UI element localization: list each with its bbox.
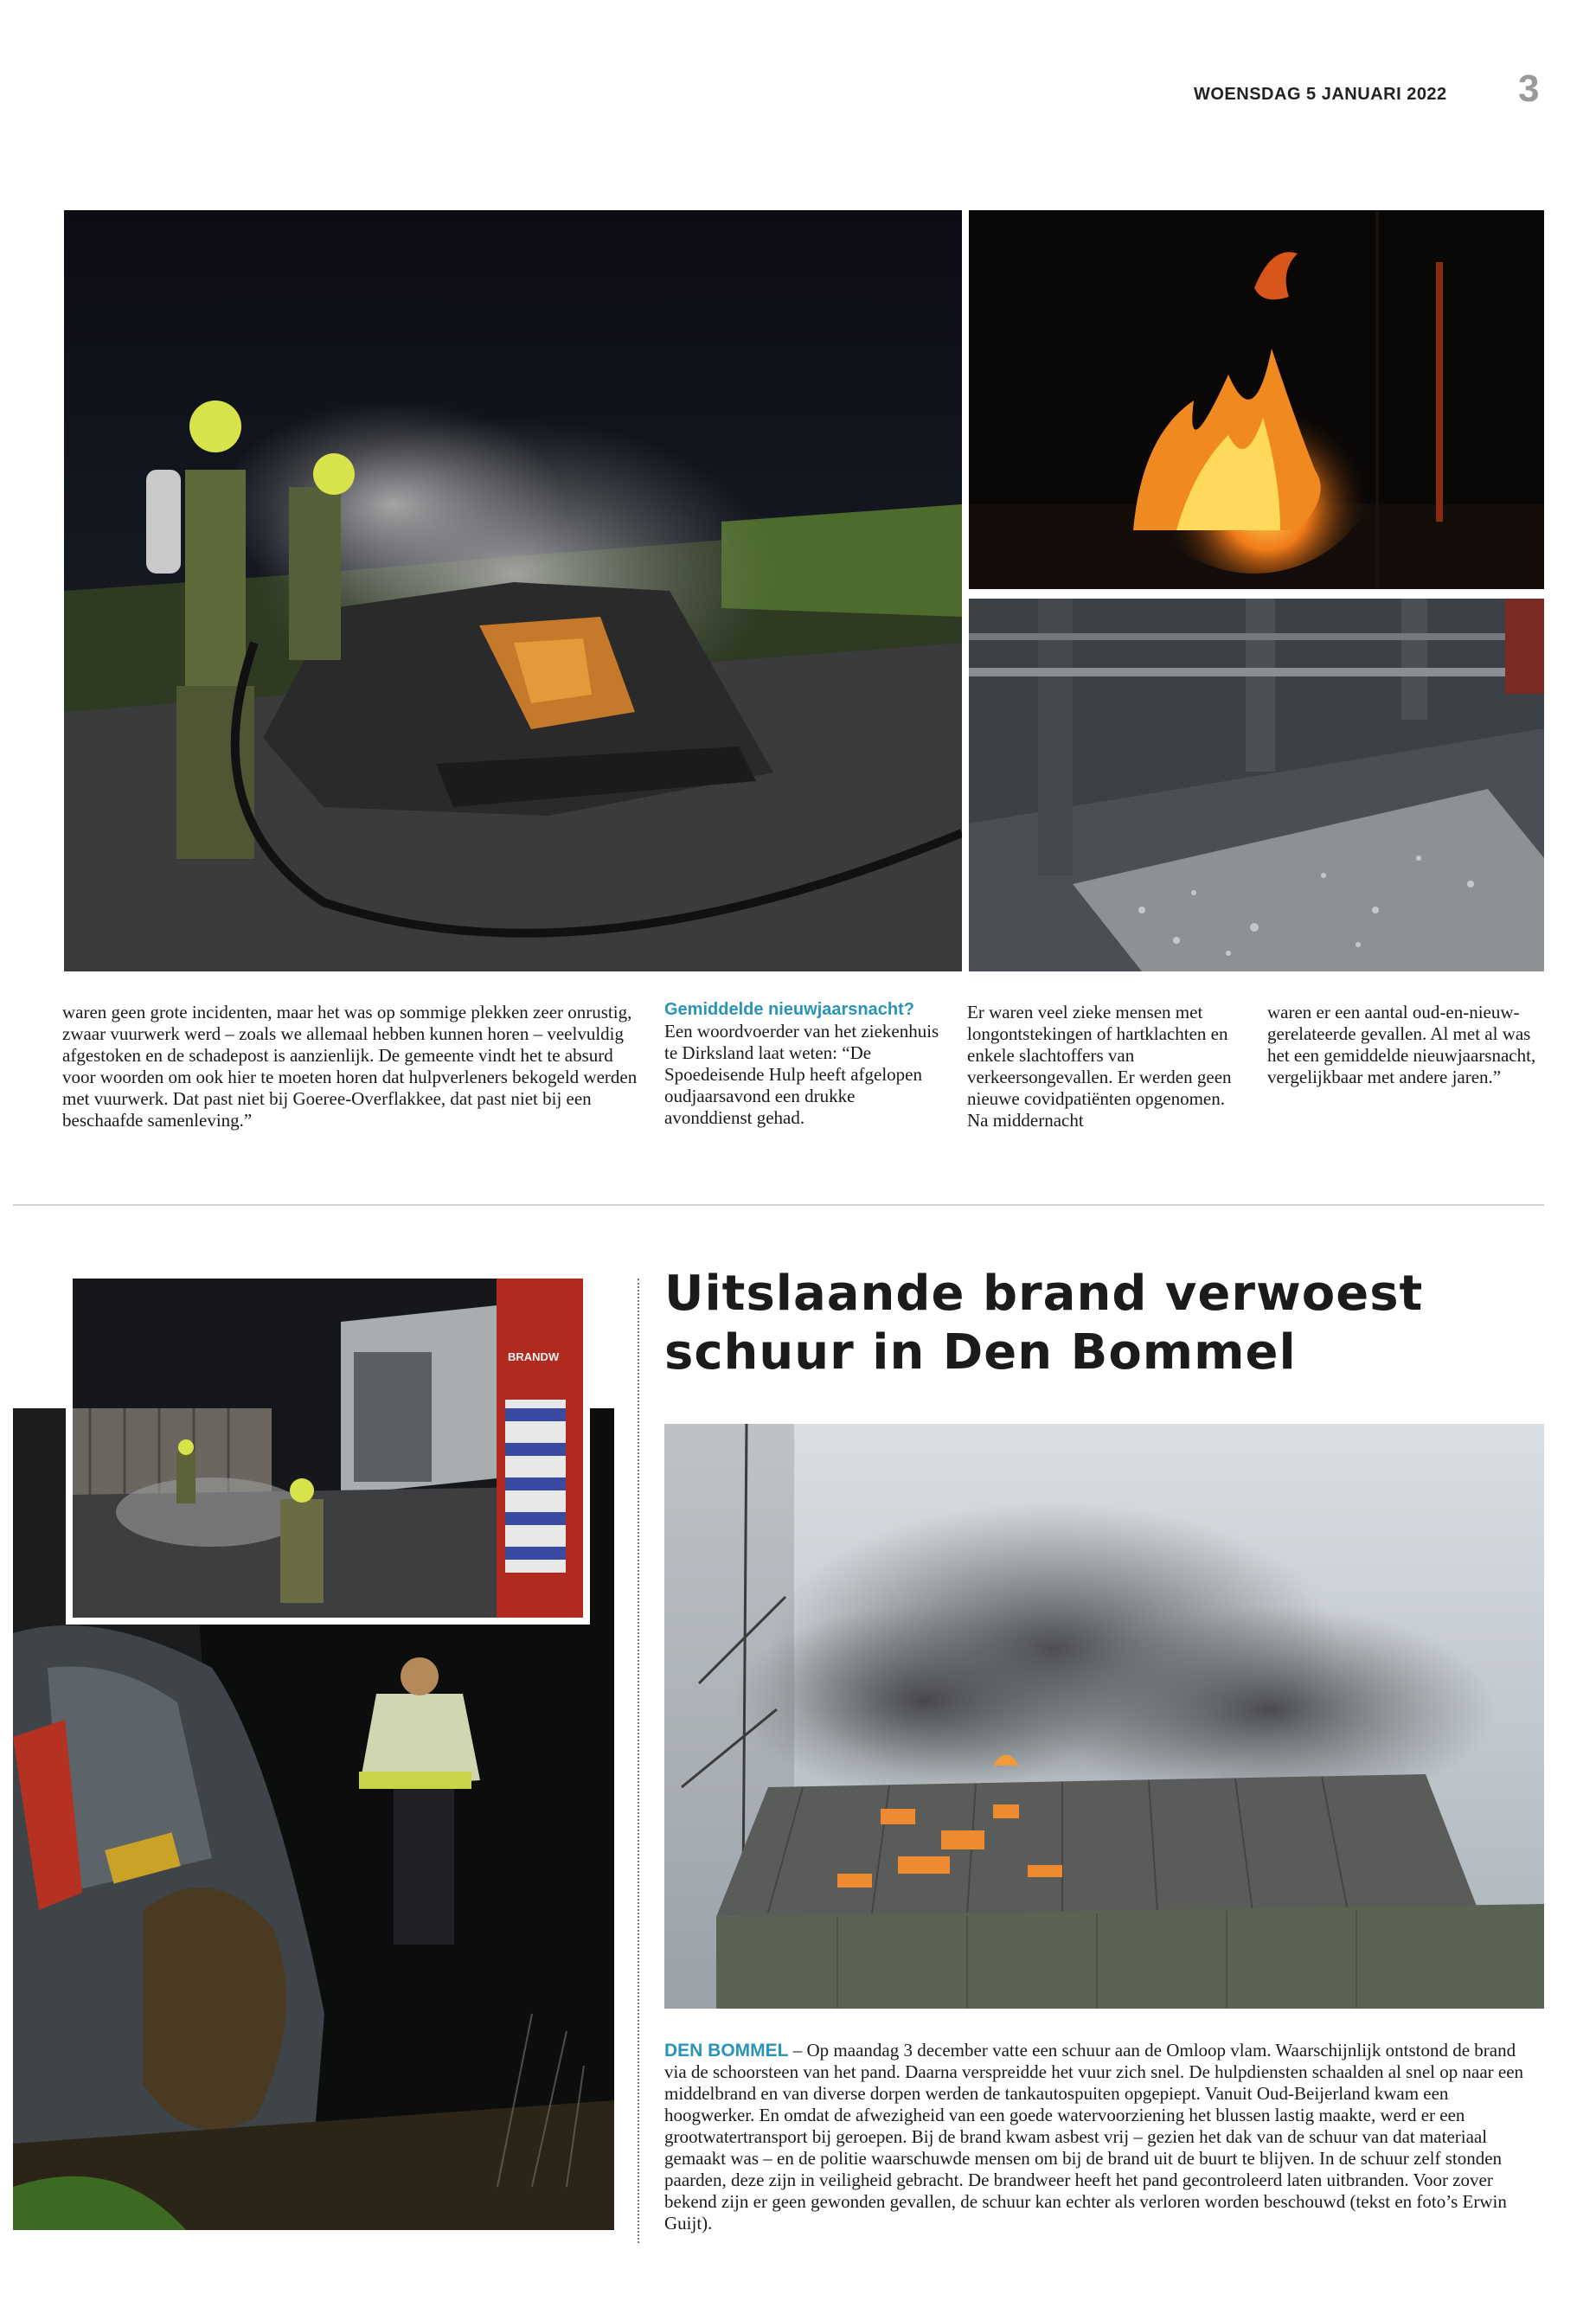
photo-shattered-glass bbox=[969, 599, 1544, 971]
article-body bbox=[664, 2040, 1540, 2234]
top-article-text-2: Een woordvoerder van het ziekenhuis te Dirksland laat weten: “De Spoedeisende Hulp heeft afgelopen oudjaarsavond een drukke avonddienst gehad. bbox=[664, 1021, 939, 1128]
top-article-column-1 bbox=[62, 1002, 651, 1131]
article-body-text: – Op maandag 3 december vatte een schuur aan de Omloop vlam. Waarschijnlijk ontstond de brand via de schoorsteen van het pand. Daarna verspreidde het vuur zich snel. De hulpdiensten schaalden al snel op naar een middelbrand en van diverse dorpen werden de tankautospuiten opgepiept. Vanuit Oud-Beijerland kwam een hoogwerker. En omdat de afwezigheid van een goede watervoorziening het blussen lastig maakte, werd er een grootwatertransport bij geroepen. Bij de brand kwam asbest vrij – gezien het dak van de schuur van dat materiaal gemaakt was – en de politie waarschuwde mensen om bij de brand uit de buurt te blijven. In de schuur zelf stonden paarden, deze zijn in veiligheid gebracht. De brandweer heeft het pand gecontroleerd laten uitbranden. Voor zover bekend zijn er geen gewonden gevallen, de schuur kan echter als verloren worden beschouwd (tekst en foto’s Erwin Guijt). bbox=[664, 2040, 1524, 2234]
top-article-column-4 bbox=[1267, 1002, 1544, 1088]
article-dateline: DEN BOMMEL bbox=[664, 2041, 789, 2061]
top-article-text-4: waren er een aantal oud-en-nieuw-gerelateerde gevallen. Al met al was het een gemiddelde nieuwjaarsnacht, vergelijkbaar met andere jaren.” bbox=[1267, 1002, 1536, 1087]
top-article-subhead: Gemiddelde nieuwjaarsnacht? bbox=[664, 1000, 914, 1019]
photo-firefighters-car-fire bbox=[64, 210, 962, 971]
article-headline: Uitslaande brand verwoest schuur in Den Bommel bbox=[664, 1266, 1424, 1381]
photo-burning-fire bbox=[969, 210, 1544, 589]
column-separator bbox=[638, 1279, 639, 2243]
photo-barn-fire bbox=[664, 1424, 1544, 2009]
top-article-text-1: waren geen grote incidenten, maar het was op sommige plekken zeer onrustig, zwaar vuurwerk werd – zoals we allemaal hebben kunnen horen – veelvuldig afgestoken en de schadepost is aanzienlijk. De gemeente vindt het te absurd voor woorden om ook hier te moeten horen dat hulpverleners bekogeld werden met vuurwerk. Dat past niet bij Goeree-Overflakkee, dat past niet bij een beschaafde samenleving.” bbox=[62, 1002, 638, 1131]
photo-shed-firefighters bbox=[66, 1272, 590, 1625]
page-date: WOENSDAG 5 JANUARI 2022 bbox=[1194, 85, 1447, 104]
top-article-column-2 bbox=[664, 999, 941, 1129]
truck-label: BRANDW bbox=[508, 1350, 560, 1363]
page-number: 3 bbox=[1518, 67, 1540, 110]
top-article-text-3: Er waren veel zieke mensen met longontstekingen of hartklachten en enkele slachtoffers van verkeersongevallen. Er werden geen nieuwe covidpatiënten opgenomen. Na middernacht bbox=[967, 1002, 1232, 1131]
top-article-column-3 bbox=[967, 1002, 1244, 1131]
section-divider bbox=[13, 1204, 1544, 1206]
